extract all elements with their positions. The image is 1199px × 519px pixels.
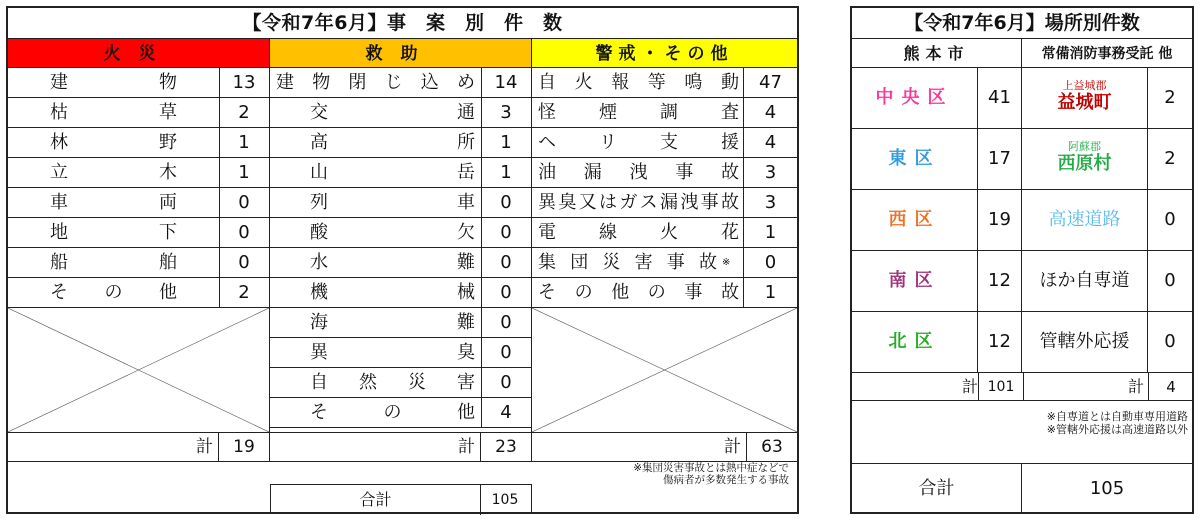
- rescue-row-value: 4: [500, 402, 512, 423]
- grand-total-label: 合計: [271, 485, 481, 515]
- area-district: 上益城郡: [1062, 79, 1107, 92]
- note-line: ※自専道とは自動車専用道路: [1046, 410, 1188, 423]
- rescue-row-value: 0: [500, 192, 512, 213]
- trust-area: [1022, 68, 1148, 128]
- rescue-row-value: 1: [500, 162, 512, 183]
- rescue-row-label: 酸欠: [270, 218, 482, 247]
- fire-column: [8, 68, 270, 432]
- location-title: 【令和7年6月】場所別件数: [904, 12, 1140, 34]
- rescue-row: [270, 248, 531, 278]
- fire-row-value: 2: [238, 282, 250, 303]
- rescue-row-value: 3: [500, 102, 512, 123]
- location-row: [852, 129, 1192, 190]
- ward-name: 西区: [852, 190, 978, 250]
- fire-row-label: 枯草: [8, 98, 220, 127]
- area-name: 管轄外応援: [1039, 331, 1130, 352]
- rescue-row-value: 0: [500, 372, 512, 393]
- note-mark: ※: [722, 257, 731, 268]
- fire-row: [8, 68, 269, 98]
- alert-row: [532, 278, 797, 308]
- alert-row-value: 0: [764, 252, 777, 273]
- rescue-row: [270, 158, 531, 188]
- ward-count: 19: [978, 190, 1022, 250]
- alert-row-value: 1: [764, 222, 777, 243]
- rescue-row-value: 1: [500, 132, 512, 153]
- fire-row-value: 0: [238, 192, 250, 213]
- ward-name: 東区: [852, 129, 978, 189]
- area-count: 0: [1164, 331, 1176, 352]
- rescue-row-label: 建物閉じ込め: [270, 68, 482, 97]
- area-name: ほか自専道: [1039, 270, 1130, 291]
- trust-header: 常備消防事務受託 他: [1022, 38, 1192, 68]
- fire-total-value: 19: [218, 433, 269, 461]
- rescue-row-label: 交通: [270, 98, 482, 127]
- rescue-row-value: 0: [500, 252, 512, 273]
- trust-area: [1022, 312, 1148, 372]
- alert-row-value: 4: [764, 132, 777, 153]
- case-type-title: 【令和7年6月】事 案 別 件 数: [242, 12, 563, 34]
- rescue-row-label: 機械: [270, 278, 482, 307]
- rescue-total-label: 計: [458, 437, 475, 457]
- alert-row-label: その他の事故: [532, 278, 744, 307]
- ward-count: 17: [978, 129, 1022, 189]
- alert-row-value: 3: [764, 162, 777, 183]
- note-line: 傷病者が多数発生する事故: [663, 474, 789, 486]
- fire-row-label: その他: [8, 278, 220, 307]
- city-header: 熊本市: [852, 38, 1022, 68]
- location-notes: [1047, 410, 1188, 436]
- mass-casualty-note: [633, 462, 789, 486]
- rescue-row-value: 0: [500, 342, 512, 363]
- rescue-header: 救助: [270, 38, 532, 68]
- location-grand-value: 105: [1089, 478, 1125, 499]
- rescue-row: [270, 368, 531, 398]
- area-name: 益城町: [1057, 92, 1112, 113]
- rescue-row: [270, 98, 531, 128]
- location-row: [852, 190, 1192, 251]
- location-table: [850, 6, 1194, 514]
- grand-total-value: 105: [491, 492, 519, 508]
- ward-count: 12: [978, 251, 1022, 311]
- fire-total-label: 計: [196, 437, 213, 457]
- alert-row: [532, 248, 797, 278]
- rescue-column: [270, 68, 532, 432]
- rescue-total-value: 23: [480, 433, 531, 461]
- alert-row-value: 3: [764, 192, 777, 213]
- city-total-value: 101: [978, 373, 1024, 400]
- rescue-row-label: その他: [270, 398, 482, 427]
- location-total-row: [852, 373, 1192, 401]
- ward-count: 12: [978, 312, 1022, 372]
- rescue-row: [270, 338, 531, 368]
- alert-row-label: 怪煙調査: [532, 98, 744, 127]
- fire-row: [8, 218, 269, 248]
- alert-row-label: ヘリ支援: [532, 128, 744, 157]
- location-grand-label: 合計: [852, 464, 1022, 513]
- location-row: [852, 251, 1192, 312]
- alert-total-value: 63: [746, 433, 797, 461]
- rescue-row-label: 海難: [270, 308, 482, 337]
- alert-row-label: 電線火花: [532, 218, 744, 247]
- alert-row: [532, 128, 797, 158]
- alert-header: 警戒・その他: [532, 38, 797, 68]
- case-type-table: [6, 6, 799, 514]
- fire-total-row: [8, 432, 270, 462]
- alert-row: [532, 218, 797, 248]
- rescue-row: [270, 308, 531, 338]
- rescue-row-value: 0: [500, 282, 512, 303]
- fire-row-label: 立木: [8, 158, 220, 187]
- alert-row: [532, 188, 797, 218]
- area-count: 2: [1164, 148, 1176, 169]
- rescue-row-value: 14: [494, 72, 518, 93]
- ward-name: 中央区: [852, 68, 978, 128]
- fire-row-value: 1: [238, 132, 250, 153]
- alert-column: [532, 68, 797, 432]
- ward-name: 北区: [852, 312, 978, 372]
- area-district: 阿蘇郡: [1068, 140, 1101, 153]
- trust-area: [1022, 129, 1148, 189]
- alert-row-label: 集団災害事故: [532, 248, 744, 277]
- alert-total-label: 計: [724, 437, 741, 457]
- alert-row: [532, 158, 797, 188]
- rescue-row: [270, 278, 531, 308]
- alert-row: [532, 68, 797, 98]
- location-row: [852, 312, 1192, 373]
- alert-row-label: 自火報等鳴動: [532, 68, 744, 97]
- ward-count: 41: [978, 68, 1022, 128]
- alert-row-value: 4: [764, 102, 777, 123]
- fire-row-value: 0: [238, 252, 250, 273]
- alert-total-row: [532, 432, 797, 462]
- alert-row-label: 異臭又はガス漏洩事故: [532, 188, 744, 217]
- rescue-row-label: 山岳: [270, 158, 482, 187]
- grand-total-box: [270, 484, 532, 514]
- fire-row: [8, 278, 269, 308]
- location-row: [852, 68, 1192, 129]
- area-count: 0: [1164, 209, 1176, 230]
- empty-cell-cross: [532, 308, 797, 432]
- fire-header: 火災: [8, 38, 270, 68]
- fire-row-value: 0: [238, 222, 250, 243]
- rescue-row: [270, 128, 531, 158]
- rescue-row-label: 水難: [270, 248, 482, 277]
- rescue-row-label: 自然災害: [270, 368, 482, 397]
- location-grand-total: [852, 463, 1192, 512]
- rescue-row: [270, 218, 531, 248]
- fire-row: [8, 158, 269, 188]
- trust-area: [1022, 251, 1148, 311]
- area-name: 西原村: [1057, 153, 1112, 174]
- fire-row: [8, 188, 269, 218]
- area-name: 高速道路: [1048, 209, 1121, 230]
- fire-row-label: 船舶: [8, 248, 220, 277]
- rescue-row-label: 列車: [270, 188, 482, 217]
- area-count: 0: [1164, 270, 1176, 291]
- fire-row-label: 建物: [8, 68, 220, 97]
- fire-row-value: 13: [232, 72, 256, 93]
- rescue-row-label: 異臭: [270, 338, 482, 367]
- rescue-total-row: [270, 432, 532, 462]
- ward-name: 南区: [852, 251, 978, 311]
- rescue-row-value: 0: [500, 312, 512, 333]
- fire-row: [8, 98, 269, 128]
- trust-total-value: 4: [1148, 373, 1193, 400]
- fire-row: [8, 248, 269, 278]
- fire-row-label: 地下: [8, 218, 220, 247]
- note-line: ※集団災害事故とは熱中症などで: [633, 462, 789, 474]
- fire-row-value: 1: [238, 162, 250, 183]
- rescue-row-value: 0: [500, 222, 512, 243]
- note-line: ※管轄外応援は高速道路以外: [1046, 423, 1188, 436]
- fire-row: [8, 128, 269, 158]
- alert-row: [532, 98, 797, 128]
- fire-row-label: 車両: [8, 188, 220, 217]
- alert-row-value: 1: [764, 282, 777, 303]
- alert-row-label: 油漏洩事故: [532, 158, 744, 187]
- rescue-row: [270, 68, 531, 98]
- fire-row-value: 2: [238, 102, 250, 123]
- rescue-row-label: 高所: [270, 128, 482, 157]
- trust-total-label: 計: [1127, 377, 1144, 396]
- alert-row-value: 47: [759, 72, 782, 93]
- trust-area: [1022, 190, 1148, 250]
- city-total-label: 計: [961, 377, 978, 396]
- rescue-row: [270, 398, 531, 428]
- empty-cell-cross: [8, 308, 269, 432]
- fire-row-label: 林野: [8, 128, 220, 157]
- rescue-row: [270, 188, 531, 218]
- area-count: 2: [1164, 87, 1176, 108]
